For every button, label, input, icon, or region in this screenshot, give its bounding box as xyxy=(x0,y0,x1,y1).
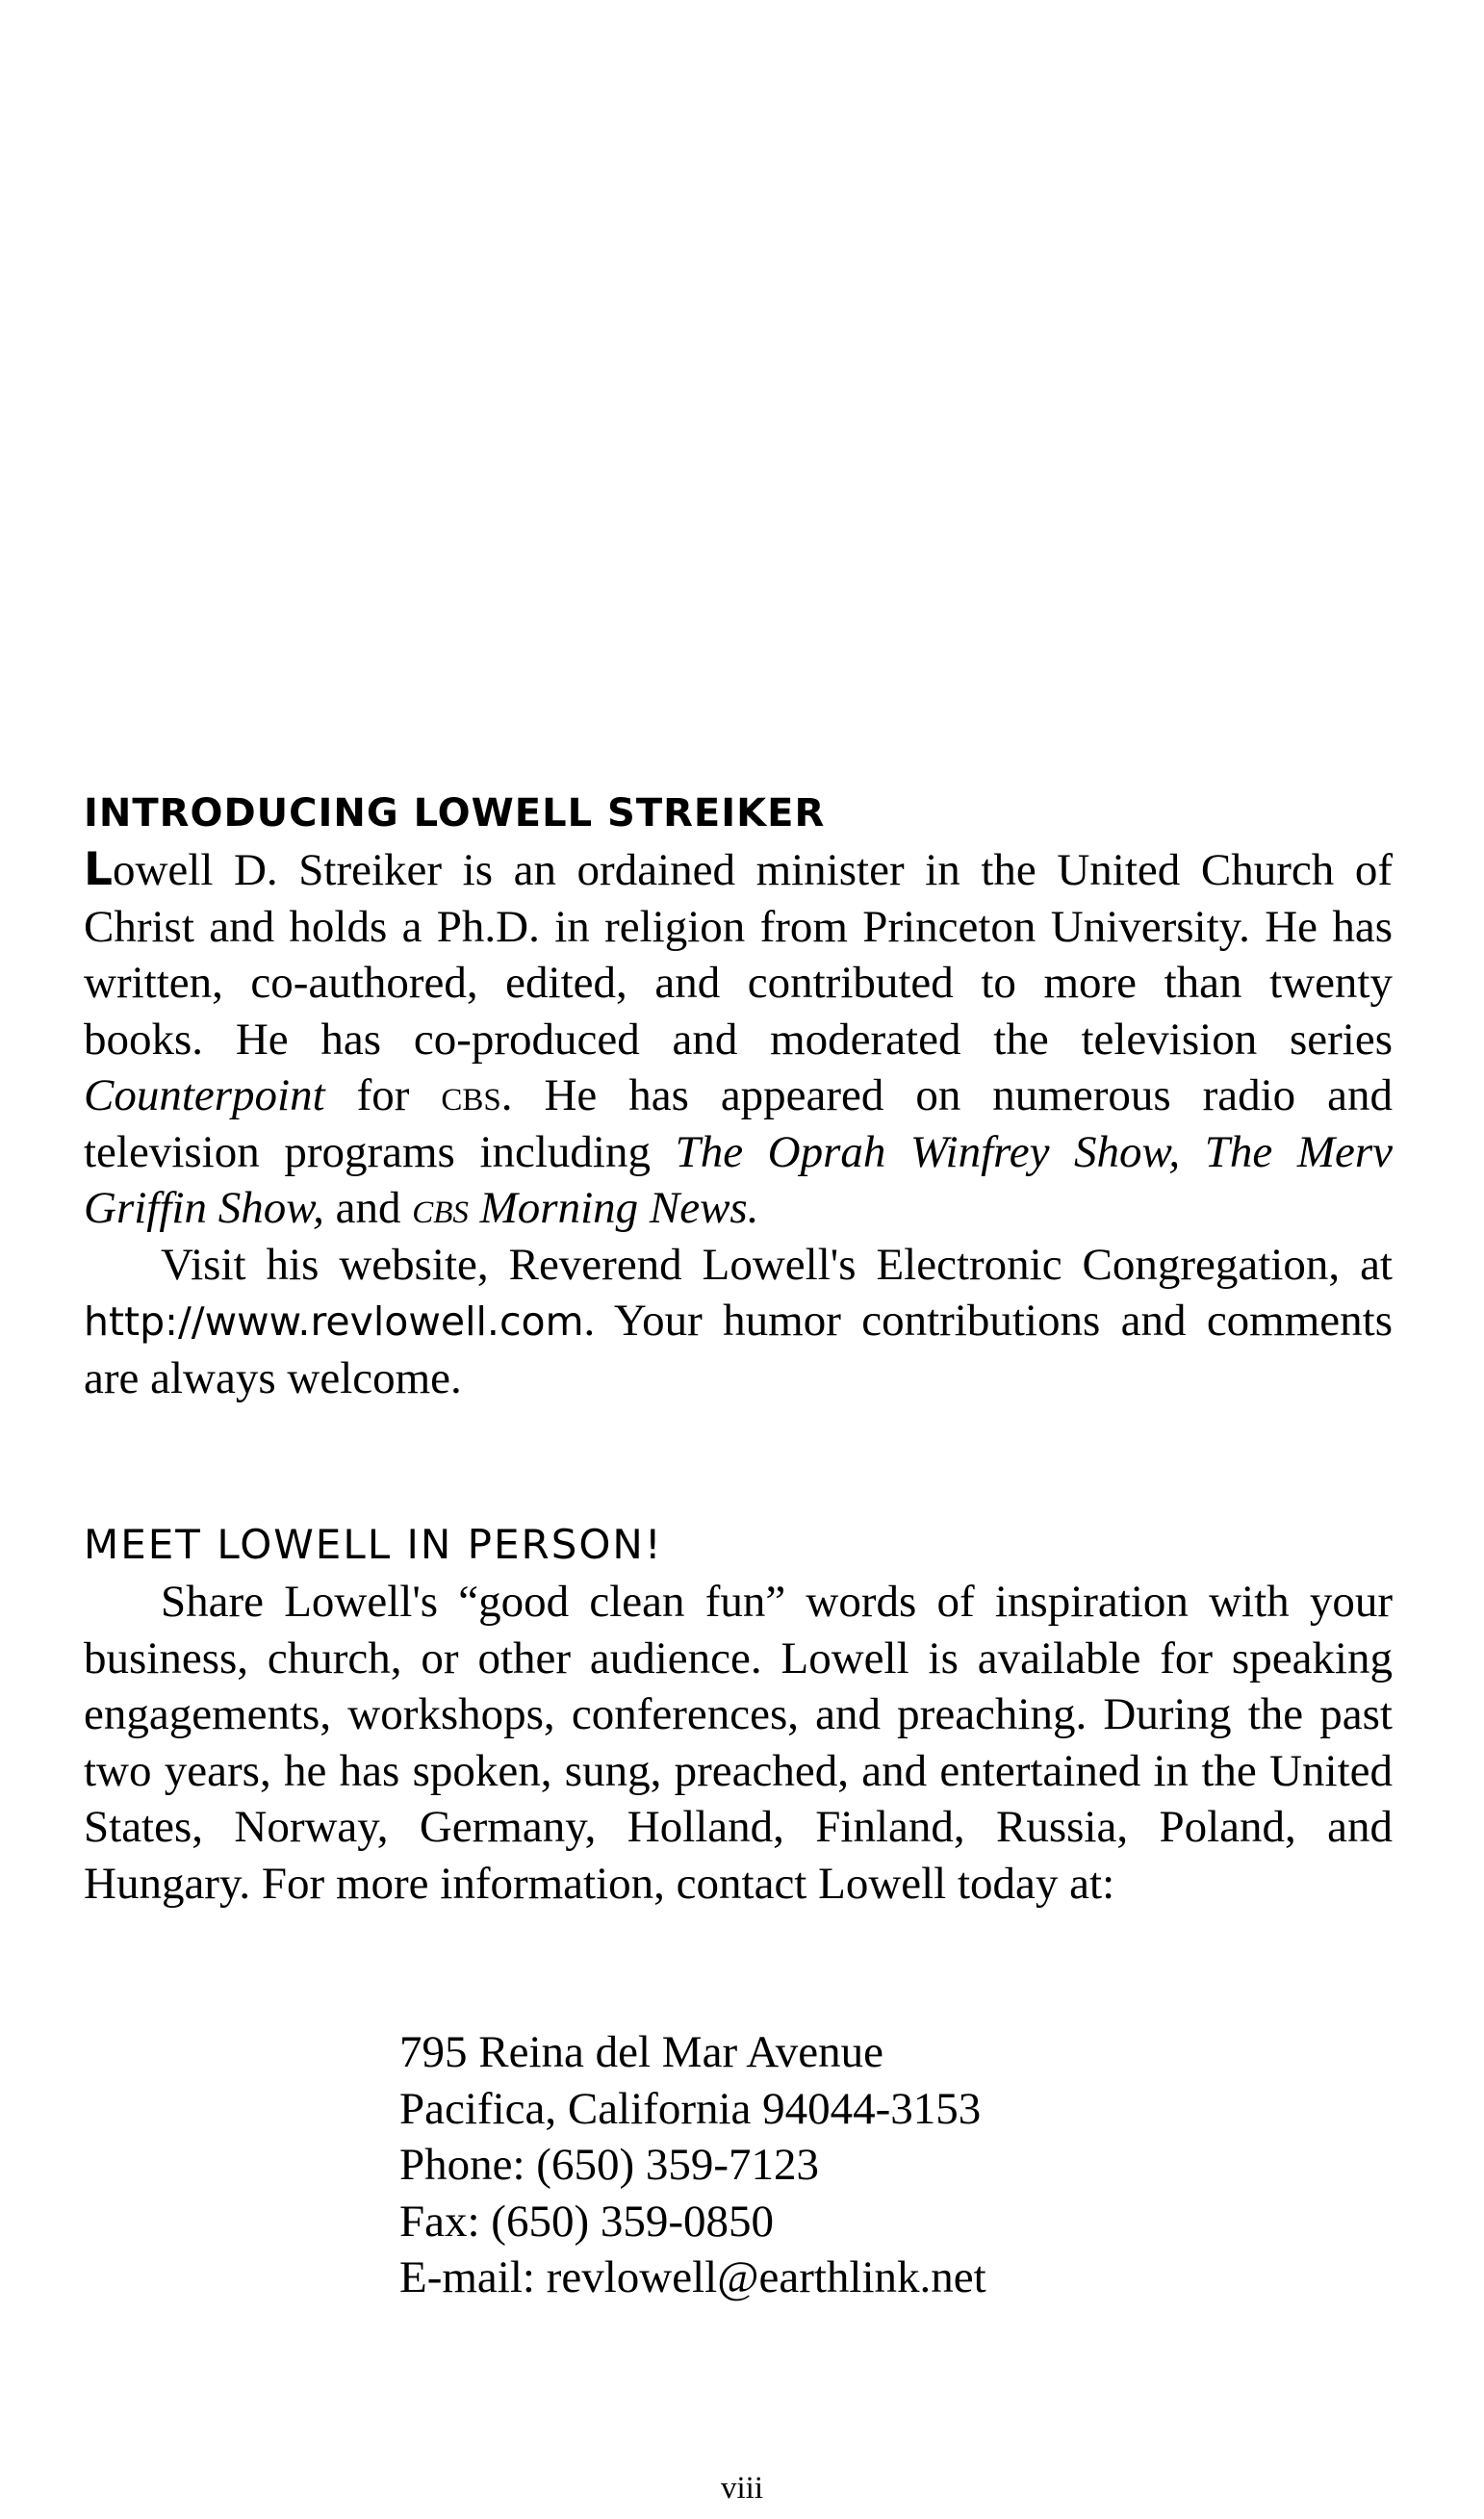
website-text-b: . Your humor contributions and comments are always welcome. xyxy=(84,1296,1393,1403)
cbs-italic: cbs xyxy=(412,1183,469,1233)
intro-dropcap: L xyxy=(84,843,113,896)
intro-text-f xyxy=(469,1183,480,1233)
intro-text-d xyxy=(1180,1127,1205,1177)
address-city: Pacifica, California 94044-3153 xyxy=(399,2083,982,2134)
intro-text-c: . He has appeared on numerous radio and television programs including xyxy=(84,1070,1393,1177)
website-paragraph xyxy=(84,1237,1393,1407)
contact-address-block xyxy=(399,2024,986,2306)
website-text-a: Visit his website, Reverend Lowell's Electronic Congregation, at xyxy=(161,1239,1393,1290)
merv-show-title: The Merv Griffin Show, xyxy=(84,1126,1393,1233)
meet-section xyxy=(84,1516,1393,1912)
intro-heading: INTRODUCING LOWELL STREIKER xyxy=(84,791,826,835)
counterpoint-title: Counterpoint xyxy=(84,1070,325,1120)
intro-text-a: owell D. Streiker is an ordained minister in the United Church of Christ and holds a Ph.D. in religion from Princeton University. He has written, co-authored, edited, and contributed to more than twenty books. He has co-produced and moderated the television series xyxy=(84,845,1393,1065)
address-fax: Fax: (650) 359-0850 xyxy=(399,2196,775,2247)
oprah-show-title: The Oprah Winfrey Show, xyxy=(675,1126,1181,1177)
morning-news-title: Morning News. xyxy=(479,1183,759,1233)
page-number: viii xyxy=(720,2471,763,2506)
intro-section xyxy=(84,784,1393,1406)
intro-paragraph xyxy=(84,842,1393,1237)
intro-text-e: and xyxy=(323,1183,413,1233)
meet-paragraph: Share Lowell's “good clean fun” words of inspiration with your business, church, or other audience. Lowell is available for speaking engagements, workshops, conferences, and preaching. During the past two years, he has spoken, sung, preached, and entertained in the United States, Norway, Germany, Holland, Finland, Russia, Poland, and Hungary. For more information, contact Lowell today at: xyxy=(84,1577,1393,1909)
meet-heading: MEET LOWELL IN PERSON! xyxy=(84,1521,663,1568)
cbs-network: cbs xyxy=(441,1070,501,1120)
website-url: http://www.revlowell.com xyxy=(84,1298,584,1345)
address-email: E-mail: revlowell@earthlink.net xyxy=(399,2252,986,2302)
address-street: 795 Reina del Mar Avenue xyxy=(399,2027,883,2077)
address-phone: Phone: (650) 359-7123 xyxy=(399,2140,820,2190)
intro-text-b: for xyxy=(324,1070,442,1120)
